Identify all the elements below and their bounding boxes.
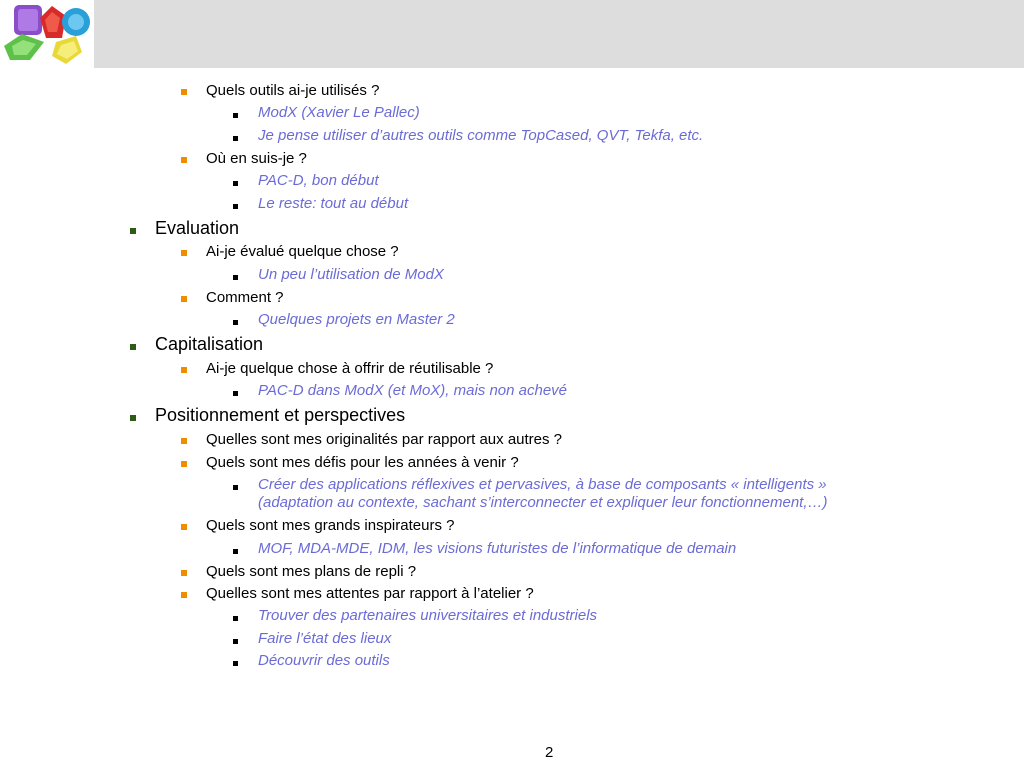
outline-item-text: MOF, MDA-MDE, IDM, les visions futuristes de l’informatique de demain xyxy=(258,540,737,557)
level3-bullet-icon xyxy=(233,661,238,666)
level3-bullet-icon xyxy=(233,320,238,325)
level2-bullet-icon xyxy=(181,524,187,530)
level2-bullet-icon xyxy=(181,157,187,163)
outline-item-text: ModX (Xavier Le Pallec) xyxy=(258,104,420,121)
outline-item-text: Comment ? xyxy=(206,289,284,306)
level3-bullet-icon xyxy=(233,204,238,209)
outline-item-text: Quelles sont mes originalités par rapport aux autres ? xyxy=(206,431,563,448)
outline-item-text: Ai-je évalué quelque chose ? xyxy=(206,243,399,260)
outline-item-text: Découvrir des outils xyxy=(258,652,390,669)
outline-item-text: Je pense utiliser d’autres outils comme TopCased, QVT, Tekfa, etc. xyxy=(258,127,704,144)
level3-bullet-icon xyxy=(233,275,238,280)
level3-bullet-icon xyxy=(233,181,238,186)
page-number: 2 xyxy=(545,744,554,761)
outline-item-text: Quels sont mes défis pour les années à venir ? xyxy=(206,454,519,471)
level3-bullet-icon xyxy=(233,391,238,396)
outline-item-text: (adaptation au contexte, sachant s’interconnecter et expliquer leur fonctionnement,…) xyxy=(258,494,828,511)
level3-bullet-icon xyxy=(233,136,238,141)
level3-bullet-icon xyxy=(233,616,238,621)
level2-bullet-icon xyxy=(181,461,187,467)
outline-item-text: PAC-D dans ModX (et MoX), mais non achevé xyxy=(258,382,568,399)
outline-item-text: Capitalisation xyxy=(155,334,264,354)
level3-bullet-icon xyxy=(233,485,238,490)
level1-bullet-icon xyxy=(130,344,136,350)
outline-item-text: Quels outils ai-je utilisés ? xyxy=(206,82,380,99)
level3-bullet-icon xyxy=(233,549,238,554)
gemstones-logo-icon xyxy=(0,0,94,68)
outline-item-text: Quelles sont mes attentes par rapport à l’atelier ? xyxy=(206,585,534,602)
level2-bullet-icon xyxy=(181,367,187,373)
outline-item-text: Où en suis-je ? xyxy=(206,150,307,167)
outline-item-text: Evaluation xyxy=(155,218,240,238)
level1-bullet-icon xyxy=(130,415,136,421)
outline-item-text: Quels sont mes grands inspirateurs ? xyxy=(206,517,455,534)
level3-bullet-icon xyxy=(233,639,238,644)
level1-bullet-icon xyxy=(130,228,136,234)
outline-item-text: Trouver des partenaires universitaires et industriels xyxy=(258,607,598,624)
outline-item-text: PAC-D, bon début xyxy=(258,172,379,189)
outline-item-text: Un peu l’utilisation de ModX xyxy=(258,266,444,283)
level3-bullet-icon xyxy=(233,113,238,118)
level2-bullet-icon xyxy=(181,592,187,598)
outline-item-text: Faire l’état des lieux xyxy=(258,630,392,647)
outline-item-text: Quelques projets en Master 2 xyxy=(258,311,455,328)
level2-bullet-icon xyxy=(181,250,187,256)
level2-bullet-icon xyxy=(181,296,187,302)
level2-bullet-icon xyxy=(181,438,187,444)
outline-item-text: Créer des applications réflexives et pervasives, à base de composants « intelligents » xyxy=(258,476,827,493)
level2-bullet-icon xyxy=(181,570,187,576)
outline-item-text: Ai-je quelque chose à offrir de réutilisable ? xyxy=(206,360,494,377)
level2-bullet-icon xyxy=(181,89,187,95)
header-band xyxy=(0,0,1024,68)
outline-item-text: Quels sont mes plans de repli ? xyxy=(206,563,417,580)
outline-item-text: Positionnement et perspectives xyxy=(155,405,406,425)
outline-item-text: Le reste: tout au début xyxy=(258,195,409,212)
